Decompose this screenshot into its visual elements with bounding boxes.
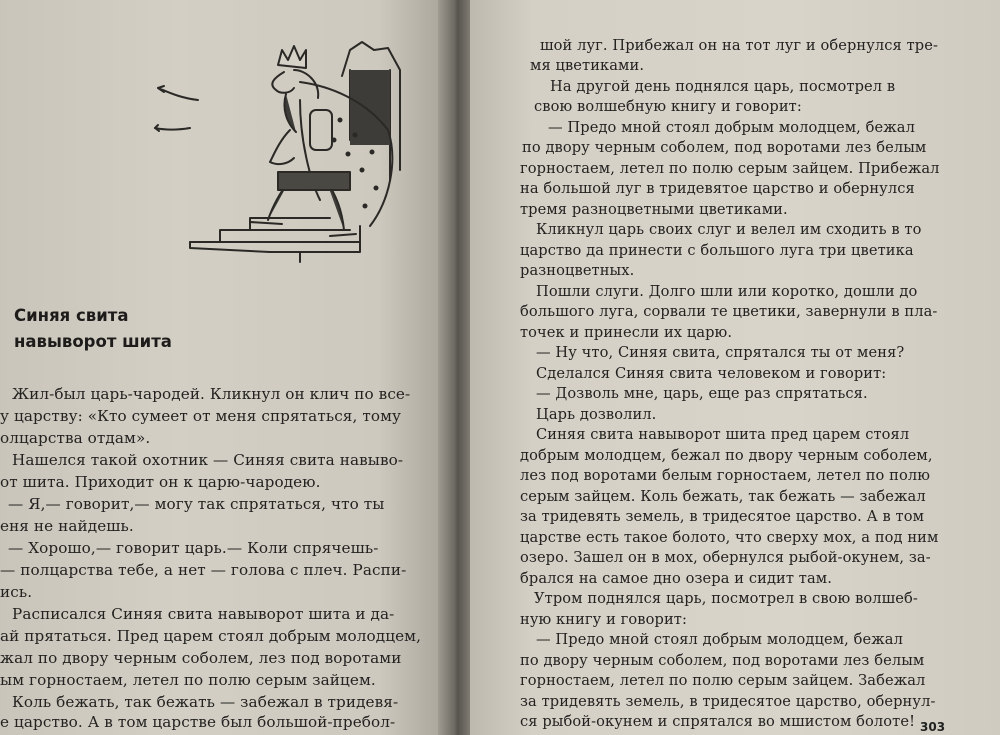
right-text-line: Синяя свита навыворот шита пред царем стоял — [536, 426, 910, 444]
right-text-line: серым зайцем. Коль бежать, так бежать — забежал — [520, 487, 926, 505]
right-text-line: мя цветиками. — [530, 57, 645, 75]
right-text-line: Пошли слуги. Долго шли или коротко, дошли до — [536, 282, 918, 300]
right-text-line: Сделался Синяя свита человеком и говорит: — [536, 364, 887, 382]
story-title-line-1: Синяя свита — [14, 306, 129, 325]
right-text-line: большого луга, сорвали те цветики, завернули в пла- — [520, 303, 938, 321]
right-text-line: брался на самое дно озера и сидит там. — [520, 569, 832, 587]
right-text-line: Утром поднялся царь, посмотрел в свою волшеб- — [534, 590, 918, 608]
right-text-line: озеро. Зашел он в мох, обернулся рыбой-окунем, за- — [520, 549, 931, 567]
left-text-line: — Хорошо,— говорит царь.— Коли спрячешь- — [8, 539, 379, 557]
left-text-line: у царству: «Кто сумеет от меня спрятаться, тому — [0, 407, 402, 425]
right-text-line: свою волшебную книгу и говорит: — [534, 98, 802, 116]
right-text-line: за тридевять земель, в тридесятое царство. А в том — [520, 508, 925, 526]
right-text-line: за тридевять земель, в тридесятое царство, обернул- — [520, 692, 936, 710]
left-text-line: Расписался Синяя свита навыворот шита и да- — [12, 605, 395, 623]
left-text-line: — Я,— говорит,— могу так спрятаться, что ты — [8, 495, 385, 513]
right-text-line: Царь дозволил. — [536, 405, 657, 423]
left-text-line: ай прятаться. Пред царем стоял добрым молодцем, — [0, 627, 421, 645]
right-text-line: На другой день поднялся царь, посмотрел в — [550, 77, 896, 95]
right-text-line: — Предо мной стоял добрым молодцем, бежал — [536, 631, 903, 649]
right-text-line: по двору черным соболем, под воротами лез белым — [522, 139, 927, 157]
right-text-line: царстве есть такое болото, что сверху мох, а под ним — [520, 528, 939, 546]
right-text-line: ную книгу и говорит: — [520, 610, 687, 628]
left-text-line: Коль бежать, так бежать — забежал в тридевя- — [12, 693, 399, 711]
left-text-line: е царство. А в том царстве был большой-пребол- — [0, 713, 396, 731]
left-text-line: — полцарства тебе, а нет — голова с плеч. Распи- — [0, 561, 407, 579]
right-text-line: ся рыбой-окунем и спрятался во мшистом болоте! — [520, 713, 916, 730]
left-text-line: Нашелся такой охотник — Синяя свита навыво- — [12, 451, 404, 469]
left-text-line: Жил-был царь-чародей. Кликнул он клич по все- — [12, 385, 411, 403]
right-text-line: лез под воротами белым горностаем, летел по полю — [520, 467, 931, 485]
right-text-line: горностаем, летел по полю серым зайцем. Прибежал — [520, 159, 940, 177]
right-text-line: добрым молодцем, бежал по двору черным соболем, — [520, 446, 933, 464]
tsar-on-throne-icon — [150, 30, 420, 265]
right-text-line: — Предо мной стоял добрым молодцем, бежал — [548, 118, 915, 136]
right-text-line: Кликнул царь своих слуг и велел им сходить в то — [536, 221, 922, 239]
right-text-line: — Ну что, Синяя свита, спрятался ты от меня? — [536, 344, 905, 362]
story-title-line-2: навыворот шита — [14, 332, 172, 351]
book-gutter — [438, 0, 474, 735]
left-text-line: ись. — [0, 583, 33, 601]
page-number: 303 — [920, 720, 946, 734]
left-text-line: жал по двору черным соболем, лез под воротами — [0, 649, 402, 667]
right-text-line: — Дозволь мне, царь, еще раз спрятаться. — [536, 385, 868, 403]
right-text-line: тремя разноцветными цветиками. — [520, 200, 788, 218]
left-text-line: ым горностаем, летел по полю серым зайцем. — [0, 671, 376, 689]
right-text-line: горностаем, летел по полю серым зайцем. Забежал — [520, 672, 926, 690]
left-text-line: от шита. Приходит он к царю-чародею. — [0, 473, 321, 491]
right-text-line: разноцветных. — [520, 262, 635, 280]
left-text-line: еня не найдешь. — [0, 517, 134, 535]
left-text-line: олцарства отдам». — [0, 429, 151, 447]
right-text-line: царство да принести с большого луга три цветика — [520, 241, 914, 259]
right-text-line: на большой луг в тридевятое царство и обернулся — [520, 180, 915, 198]
right-text-line: по двору черным соболем, под воротами лез белым — [520, 651, 925, 669]
right-text-line: шой луг. Прибежал он на тот луг и обернулся тре- — [540, 37, 938, 54]
right-text-line: точек и принесли их царю. — [520, 323, 733, 341]
